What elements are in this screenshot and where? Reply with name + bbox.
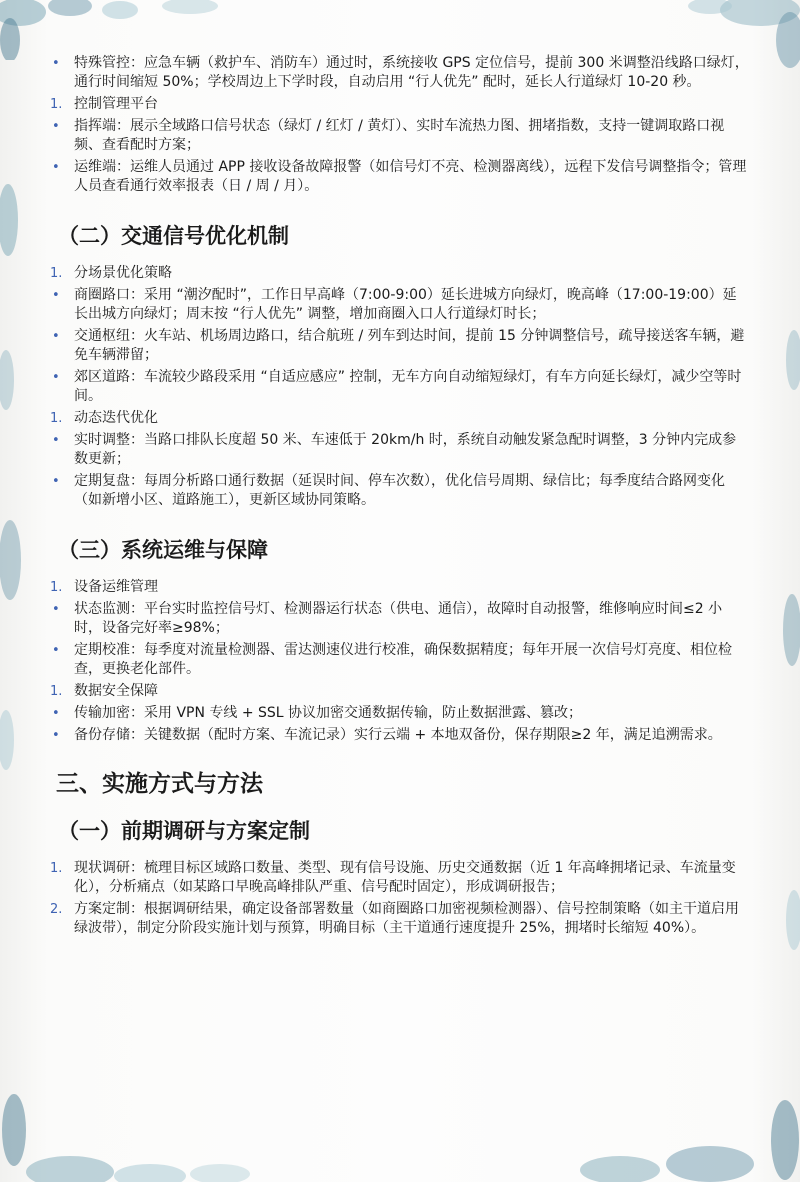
list-marker: •: [52, 706, 60, 721]
list-item: [50, 578, 750, 597]
list-item-text: 现状调研：梳理目标区域路口数量、类型、现有信号设施、历史交通数据（近 1 年高峰拥堵记录、车流量变化），分析痛点（如某路口早晚高峰排队严重、信号配时固定），形成调研报告；: [74, 860, 736, 895]
section-c-list: [50, 578, 750, 745]
list-marker: •: [52, 288, 60, 303]
list-item-text: 设备运维管理: [74, 579, 158, 595]
list-marker: •: [52, 160, 60, 175]
list-marker: 1.: [50, 266, 63, 281]
section-heading: （三）系统运维与保障: [58, 538, 268, 562]
list-item: [50, 117, 750, 155]
list-item: [50, 704, 750, 723]
list-marker: •: [52, 433, 60, 448]
list-item-text: 数据安全保障: [74, 683, 158, 699]
list-marker: 2.: [50, 902, 63, 917]
list-item: [50, 409, 750, 428]
list-marker: 1.: [50, 861, 63, 876]
list-item: [50, 431, 750, 469]
list-item: [50, 726, 750, 745]
list-item-text: 商圈路口：采用 “潮汐配时”，工作日早高峰（7:00-9:00）延长进城方向绿灯，晚高峰（17:00-19:00）延长出城方向绿灯；周末按 “行人优先” 调整，增加商圈入口人行道绿灯时长；: [74, 287, 737, 322]
list-item-text: 郊区道路：车流较少路段采用 “自适应感应” 控制，无车方向自动缩短绿灯，有车方向延长绿灯，减少空等时间。: [74, 369, 742, 404]
list-item-text: 特殊管控：应急车辆（救护车、消防车）通过时，系统接收 GPS 定位信号，提前 300 米调整沿线路口绿灯，通行时间缩短 50%；学校周边上下学时段，自动启用 “行人优先” 配时，延长人行道绿灯 10-20 秒。: [74, 55, 749, 90]
list-item: [50, 327, 750, 365]
list-item: [50, 641, 750, 679]
list-item-text: 方案定制：根据调研结果，确定设备部署数量（如商圈路口加密视频检测器）、信号控制策略（如主干道启用绿波带），制定分阶段实施计划与预算，明确目标（主干道通行速度提升 25%，拥堵时长缩短 40%）。: [74, 901, 739, 936]
list-item: [50, 682, 750, 701]
list-marker: 1.: [50, 684, 63, 699]
list-item: [50, 859, 750, 897]
list-item: [50, 158, 750, 196]
list-marker: •: [52, 474, 60, 489]
list-item-text: 定期校准：每季度对流量检测器、雷达测速仪进行校准，确保数据精度；每年开展一次信号灯亮度、相位检查，更换老化部件。: [74, 642, 732, 677]
list-marker: 1.: [50, 97, 63, 112]
list-item: [50, 95, 750, 114]
list-item-text: 分场景优化策略: [74, 265, 172, 281]
list-marker: •: [52, 602, 60, 617]
list-marker: 1.: [50, 411, 63, 426]
section-heading: （二）交通信号优化机制: [58, 224, 289, 248]
chapter-heading: 三、实施方式与方法: [56, 771, 263, 797]
list-item: [50, 54, 750, 92]
decorative-leaves-top-left: [0, 0, 260, 60]
list-item-text: 传输加密：采用 VPN 专线 + SSL 协议加密交通数据传输，防止数据泄露、篡改；: [74, 705, 583, 721]
list-item-text: 备份存储：关键数据（配时方案、车流记录）实行云端 + 本地双备份，保存期限≥2 年，满足追溯需求。: [74, 727, 722, 743]
list-item: [50, 286, 750, 324]
list-item-text: 运维端：运维人员通过 APP 接收设备故障报警（如信号灯不亮、检测器离线），远程下发信号调整指令；管理人员查看通行效率报表（日 / 周 / 月）。: [74, 159, 747, 194]
list-marker: •: [52, 56, 60, 71]
section-a-list: [50, 54, 750, 196]
list-marker: •: [52, 119, 60, 134]
list-item: [50, 472, 750, 510]
section-b-list: [50, 264, 750, 510]
section-heading: （一）前期调研与方案定制: [58, 819, 310, 843]
decorative-leaves-right: [768, 300, 800, 1000]
list-item-text: 指挥端：展示全域路口信号状态（绿灯 / 红灯 / 黄灯）、实时车流热力图、拥堵指数，支持一键调取路口视频、查看配时方案；: [74, 118, 725, 153]
list-item-text: 实时调整：当路口排队长度超 50 米、车速低于 20km/h 时，系统自动触发紧急配时调整，3 分钟内完成参数更新；: [74, 432, 737, 467]
list-item: [50, 900, 750, 938]
decorative-leaves-left: [0, 180, 40, 800]
list-item: [50, 600, 750, 638]
list-item: [50, 264, 750, 283]
list-item-text: 定期复盘：每周分析路口通行数据（延误时间、停车次数），优化信号周期、绿信比；每季度结合路网变化（如新增小区、道路施工），更新区域协同策略。: [74, 473, 725, 508]
list-marker: •: [52, 643, 60, 658]
list-item-text: 动态迭代优化: [74, 410, 158, 426]
list-item-text: 状态监测：平台实时监控信号灯、检测器运行状态（供电、通信），故障时自动报警，维修响应时间≤2 小时，设备完好率≥98%；: [74, 601, 723, 636]
list-marker: •: [52, 329, 60, 344]
list-item-text: 控制管理平台: [74, 96, 158, 112]
decorative-leaves-bottom-right: [560, 1100, 800, 1182]
list-marker: •: [52, 728, 60, 743]
section-d-list: [50, 859, 750, 938]
list-item-text: 交通枢纽：火车站、机场周边路口，结合航班 / 列车到达时间，提前 15 分钟调整信号，疏导接送客车辆，避免车辆滞留；: [74, 328, 745, 363]
list-marker: 1.: [50, 580, 63, 595]
list-item: [50, 368, 750, 406]
decorative-leaves-bottom-left: [0, 1090, 260, 1182]
document-content: [50, 54, 750, 938]
list-marker: •: [52, 370, 60, 385]
